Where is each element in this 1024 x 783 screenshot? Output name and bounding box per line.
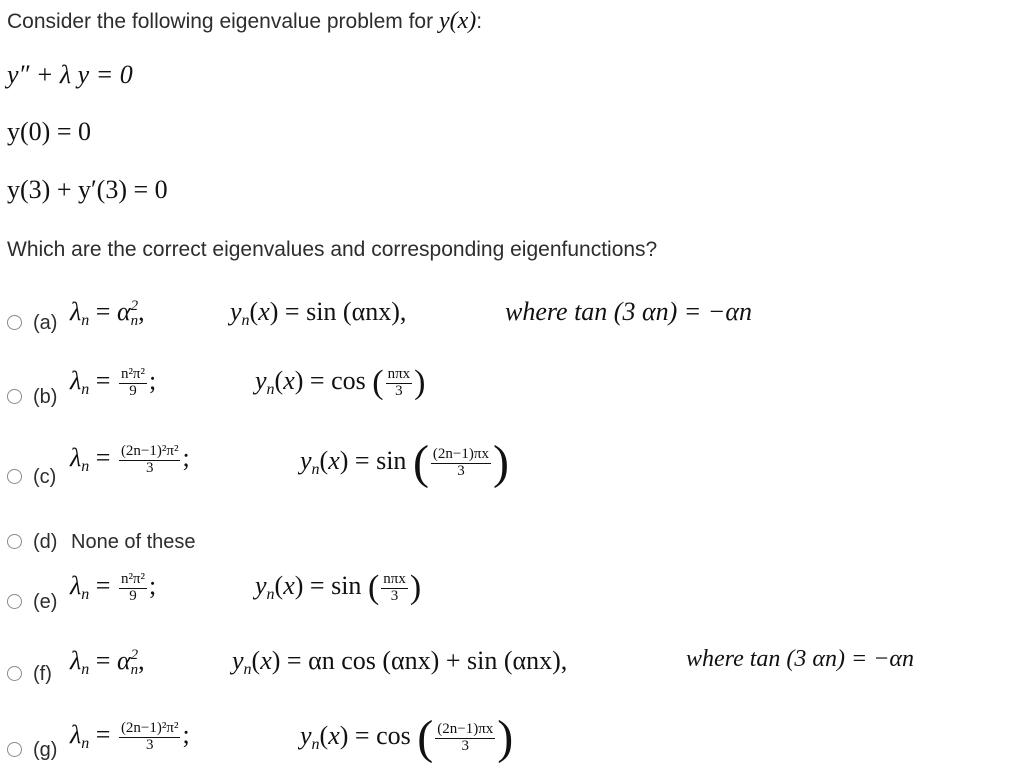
option-e-lambda: $\lambda_n$ = $\frac{\text{n²π²}}{9}$ ; xyxy=(70,570,157,604)
option-b-function-name: cos xyxy=(331,366,366,395)
option-b-label: (b) xyxy=(33,386,58,408)
option-b-function-num: nπx xyxy=(387,365,411,382)
option-e-label: (e) xyxy=(33,591,58,613)
option-a-lambda-rhs: α xyxy=(116,297,131,326)
option-c-lambda-num: (2n−1)²π² xyxy=(120,442,179,459)
radio-c[interactable] xyxy=(7,469,22,484)
option-c-lambda: $\lambda_n$ = $\frac{\text{(2n−1)²π²}}{3}$ ; xyxy=(70,442,190,476)
option-f-label: (f) xyxy=(33,663,52,685)
option-c-lambda-den: 3 xyxy=(145,459,154,476)
option-g-lambda: $\lambda_n$ = $\frac{\text{(2n−1)²π²}}{3}$ ; xyxy=(70,719,190,753)
option-a[interactable] xyxy=(0,297,1024,337)
option-b-function: $y_n(x) = \cos$ ( $\frac{\text{nπx}}{3}$ ) xyxy=(255,364,426,402)
option-a-lambda: $\lambda_n = \alpha$ 2 n , xyxy=(70,297,145,330)
option-b[interactable] xyxy=(0,366,1024,406)
option-g-label: (g) xyxy=(33,739,58,761)
option-f-lambda-rhs: α xyxy=(116,646,131,675)
option-c-function: $y_n(x) = \sin$ ( $\frac{(2n-1)\pi x}{3}$ ) xyxy=(300,436,509,489)
option-g[interactable] xyxy=(0,711,1024,764)
radio-e[interactable] xyxy=(7,594,22,609)
question-prompt: Which are the correct eigenvalues and corresponding eigenfunctions? xyxy=(7,238,658,261)
equation-bc1: y(0) = 0 xyxy=(7,117,91,146)
option-g-function-num: (2n−1)πx xyxy=(437,720,494,737)
option-e-function: $y_n(x) = \sin$ ( $\frac{\text{nπx}}{3}$ ) xyxy=(255,569,422,607)
radio-g[interactable] xyxy=(7,742,22,757)
option-c-function-den: 3 xyxy=(457,462,465,479)
option-f[interactable] xyxy=(0,646,1024,686)
option-g-lambda-num: (2n−1)²π² xyxy=(120,719,179,736)
option-g-lambda-den: 3 xyxy=(145,736,154,753)
option-g-function-name: cos xyxy=(376,720,411,750)
option-e-function-den: 3 xyxy=(390,587,399,604)
radio-a[interactable] xyxy=(7,315,22,330)
option-e-function-num: nπx xyxy=(383,570,406,587)
option-c[interactable] xyxy=(0,436,1024,489)
question-intro xyxy=(7,8,482,35)
option-d-text: None of these xyxy=(71,531,196,553)
option-e-function-name: sin xyxy=(331,571,362,600)
option-e-lambda-den: 9 xyxy=(129,587,137,604)
option-b-function-den: 3 xyxy=(395,382,403,399)
question-intro-end: : xyxy=(476,10,483,33)
question-intro-text: Consider the following eigenvalue problem for xyxy=(7,10,434,33)
option-d[interactable] xyxy=(0,528,1024,568)
option-c-function-num: (2n−1)πx xyxy=(432,445,489,462)
radio-d[interactable] xyxy=(7,534,22,549)
option-g-function-den: 3 xyxy=(461,737,470,754)
option-c-function-name: sin xyxy=(376,445,407,475)
equation-bc2: y(3) + y′(3) = 0 xyxy=(7,175,168,204)
radio-f[interactable] xyxy=(7,666,22,681)
option-b-lambda-den: 9 xyxy=(129,382,137,399)
option-a-label: (a) xyxy=(33,312,58,334)
option-b-lambda-num: n²π² xyxy=(120,365,146,382)
option-c-label: (c) xyxy=(33,466,57,488)
option-a-function: $y_n(x) = \sin (\alpha nx)$, xyxy=(230,297,407,329)
option-f-lambda: $\lambda_n = \alpha$ 2 n , xyxy=(70,646,145,679)
equation-ode: y″ + λ y = 0 xyxy=(7,60,133,89)
option-a-function-rhs: sin (αnx), xyxy=(306,297,407,326)
option-d-label: (d) xyxy=(33,531,58,553)
option-a-condition: where tan (3 αn) = −αn xyxy=(505,297,752,326)
option-f-condition: where tan (3 αn) = −αn xyxy=(686,646,914,672)
option-f-function: $y_n(x) = \alpha n$ cos (αnx) + sin (αnx), xyxy=(232,646,568,678)
option-b-lambda: $\lambda_n$ = $\frac{\text{n²π²}}{9}$ ; xyxy=(70,365,157,399)
radio-b[interactable] xyxy=(7,389,22,404)
option-g-function: $y_n(x) = \cos$ ( $\frac{(2n-1)\pi x}{3}$ ) xyxy=(300,711,514,764)
option-f-function-rhs: αn cos (αnx) + sin (αnx), xyxy=(308,646,568,675)
option-e[interactable] xyxy=(0,571,1024,611)
question-intro-var: y(x) xyxy=(438,8,477,34)
option-e-lambda-num: n²π² xyxy=(120,570,146,587)
